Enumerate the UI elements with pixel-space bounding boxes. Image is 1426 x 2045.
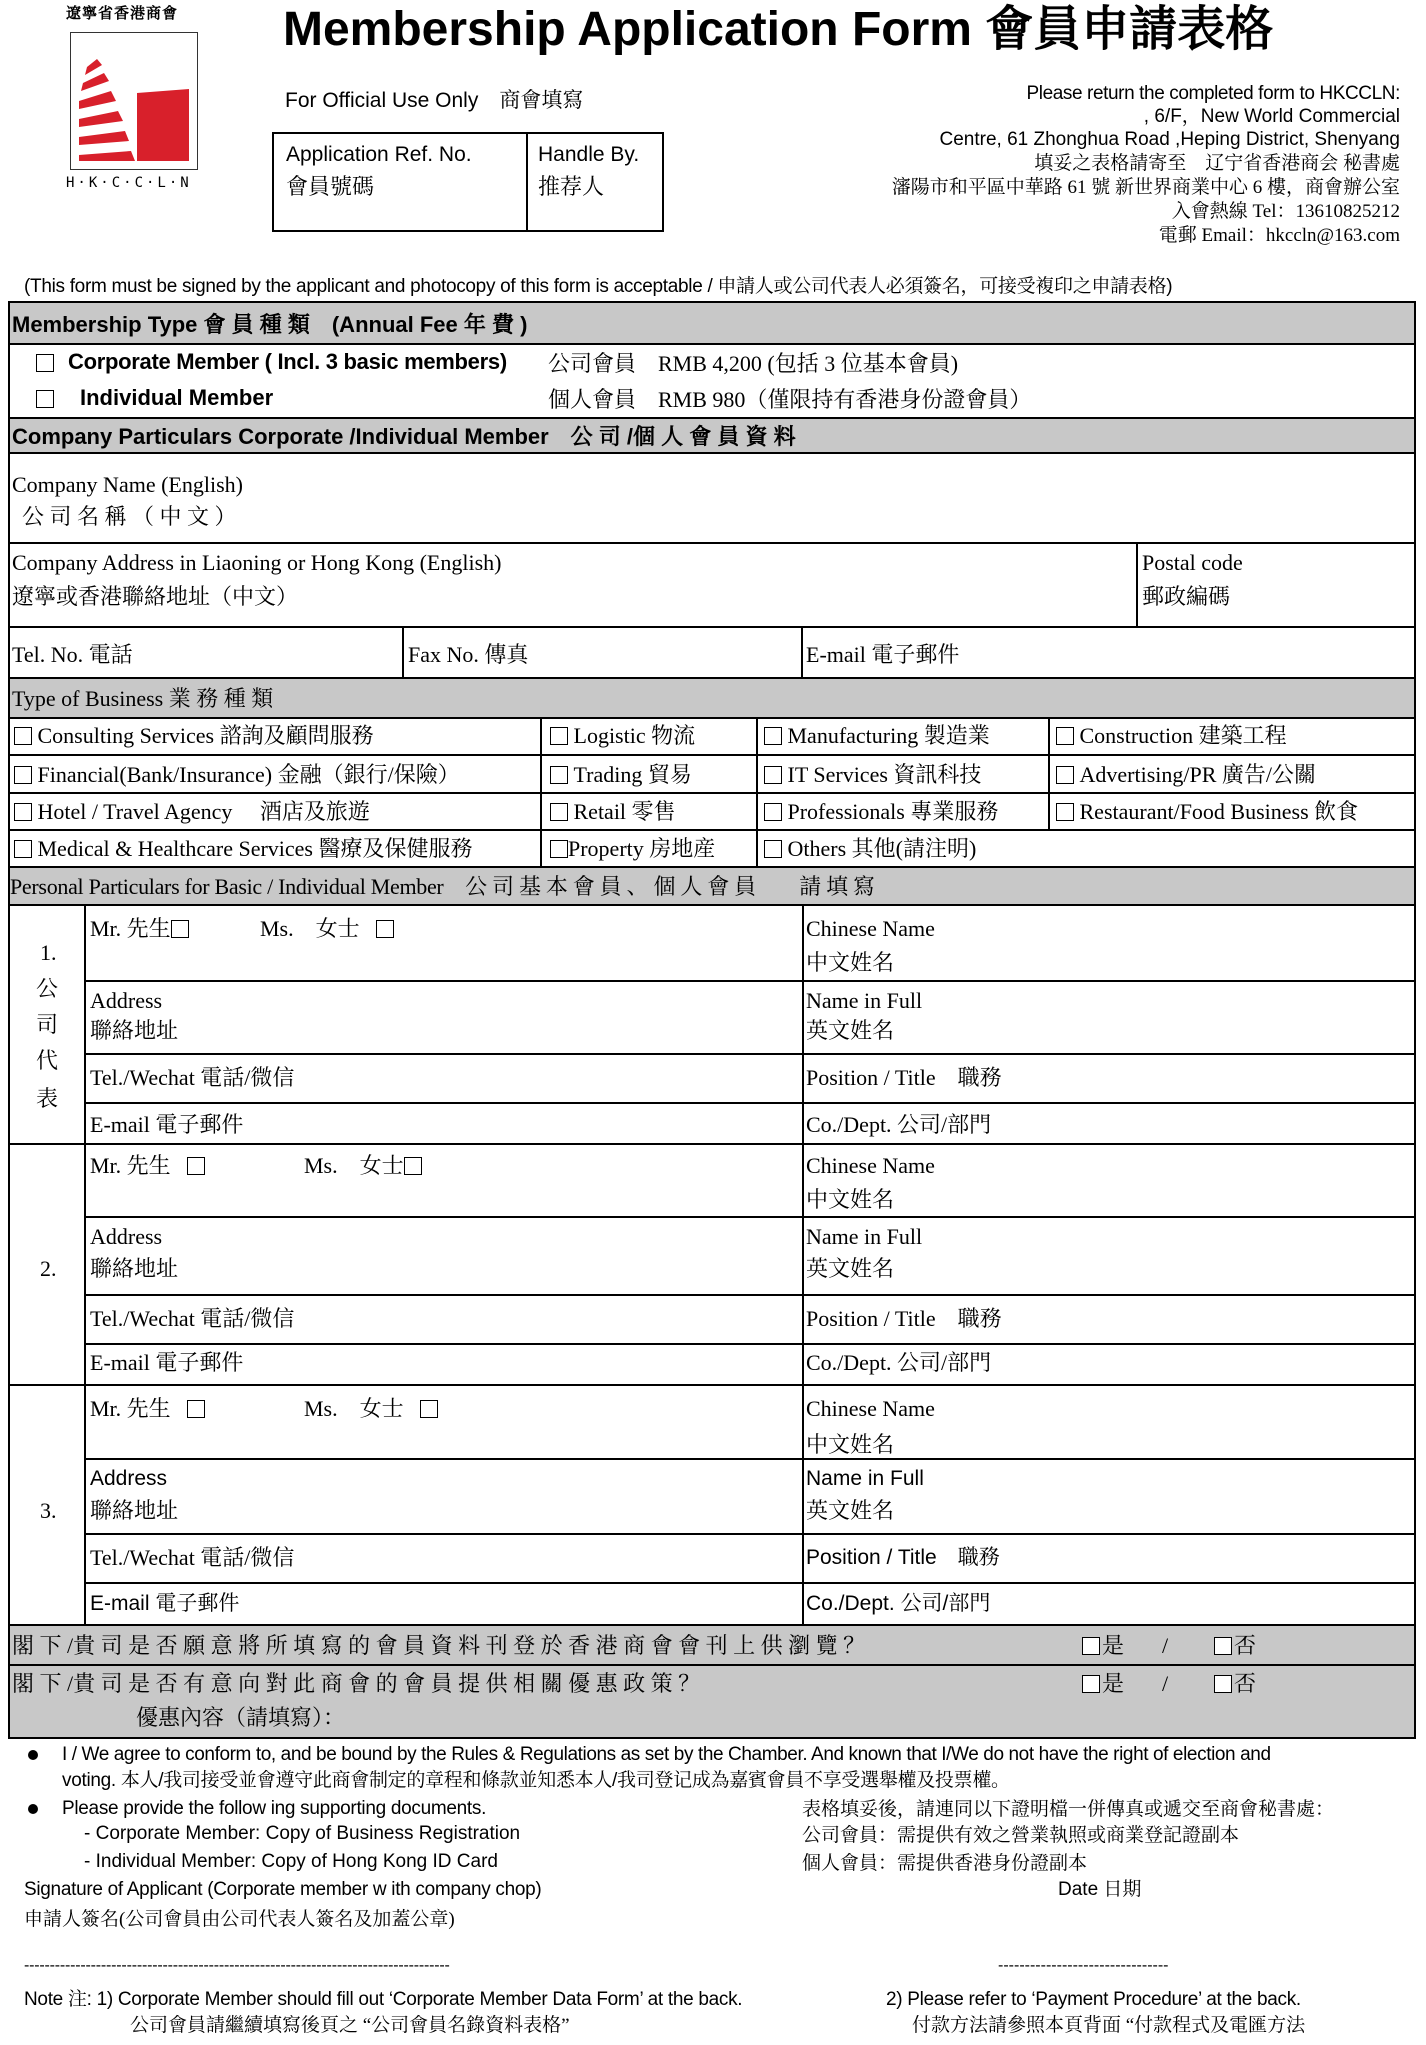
dept-label: Co./Dept. 公司/部門 [806, 1592, 991, 1615]
note-payment-zh: 付款方法請參照本頁背面 “付款程式及電匯方法 [912, 2015, 1306, 2036]
offer-slash: / [1162, 1671, 1169, 1696]
return-line: Centre, 61 Zhonghua Road ,Heping District, Shenyang [939, 129, 1400, 150]
checkbox[interactable] [550, 766, 568, 784]
signature-label-zh: 申請人簽名(公司會員由公司代表人簽名及加蓋公章) [24, 1909, 455, 1930]
business-option-consulting[interactable] [14, 725, 374, 747]
publish-no-label: 否 [1234, 1633, 1257, 1658]
note-corporate: Note 注: 1) Corporate Member should fill out ‘Corporate Member Data Form’ at the back. [24, 1989, 743, 2010]
position-label: Position / Title 職務 [806, 1306, 1002, 1331]
full-name-label-zh: 英文姓名 [806, 1018, 895, 1043]
corporate-member-label: Corporate Member ( Incl. 3 basic members) [68, 349, 507, 374]
email-label: E-mail 電子郵件 [806, 642, 960, 667]
note-payment: 2) Please refer to ‘Payment Procedure’ at the back. [886, 1989, 1301, 2010]
company-name-en-label: Company Name (English) [12, 472, 243, 497]
full-name-label-zh: 英文姓名 [806, 1256, 895, 1281]
ms-option[interactable] [260, 918, 394, 940]
checkbox[interactable] [14, 727, 32, 745]
offer-no-checkbox[interactable] [1214, 1675, 1232, 1693]
corporate-member-checkbox[interactable] [36, 354, 54, 372]
checkbox[interactable] [764, 727, 782, 745]
publish-yes-label: 是 [1102, 1633, 1125, 1658]
signature-requirement-note: (This form must be signed by the applicant and photocopy of this form is acceptable / 申請人或公司代表人必須簽名，可接受複印之申請表格) [24, 276, 1173, 297]
company-address-field[interactable] [500, 548, 1130, 622]
logo-bottom-text: H·K·C·C·L·N [66, 175, 192, 191]
business-type-heading: Type of Business 業 務 種 類 [12, 686, 274, 711]
ms-checkbox[interactable] [376, 920, 394, 938]
option-label: Hotel / Travel Agency 酒店及旅遊 [37, 799, 370, 824]
chinese-name-label-zh: 中文姓名 [806, 1432, 895, 1457]
bullet-dot [28, 1750, 38, 1760]
business-option-trading[interactable] [550, 764, 692, 786]
person-number: 2. [40, 1256, 57, 1281]
checkbox[interactable] [764, 840, 782, 858]
business-option-logistic[interactable] [550, 725, 695, 747]
handle-by-label: Handle By. [538, 143, 640, 166]
date-dashes: -------------------------------- [998, 1957, 1169, 1974]
question-publish: 閣 下 /貴 司 是 否 願 意 將 所 填 寫 的 會 員 資 料 刊 登 於 香 港 商 會 會 刊 上 供 瀏 覽 ？ [12, 1633, 866, 1658]
ms-option[interactable] [304, 1155, 422, 1177]
option-label: Others 其他(請注明) [787, 836, 977, 861]
business-option-manufacturing[interactable] [764, 725, 990, 747]
full-name-label: Name in Full [806, 1467, 924, 1490]
person-number: 3. [40, 1498, 57, 1523]
ms-label: Ms. 女士 [304, 1396, 404, 1421]
company-name-zh-label: 公 司 名 稱 （ 中 文 ） [22, 504, 237, 529]
business-option-construction[interactable] [1056, 725, 1287, 747]
mr-option[interactable] [90, 1398, 205, 1420]
dept-label: Co./Dept. 公司/部門 [806, 1350, 992, 1375]
company-name-field[interactable] [330, 470, 1400, 540]
business-option-hotel[interactable] [14, 801, 370, 823]
postal-code-label-zh: 郵政編碼 [1142, 584, 1231, 609]
signature-label: Signature of Applicant (Corporate member w ith company chop) [24, 1879, 542, 1900]
option-label: Retail 零售 [573, 799, 676, 824]
mr-label: Mr. 先生 [90, 916, 171, 941]
person-1-vertical-label: 司 [36, 1012, 59, 1037]
address-label: Address [90, 1224, 163, 1249]
dept-label: Co./Dept. 公司/部門 [806, 1112, 992, 1137]
option-label: Consulting Services 諮詢及顧問服務 [37, 723, 374, 748]
checkbox[interactable] [14, 840, 32, 858]
address-label: Address [90, 1467, 168, 1490]
return-line: 入會熱線 Tel：13610825212 [1171, 201, 1400, 222]
business-option-advertising[interactable] [1056, 764, 1316, 786]
address-label: Address [90, 988, 163, 1013]
person-1-vertical-label: 代 [36, 1048, 59, 1073]
individual-member-fee: 個人會員 RMB 980（僅限持有香港身份證會員） [548, 387, 1032, 412]
option-label: Advertising/PR 廣告/公關 [1079, 762, 1317, 787]
official-use-label: For Official Use Only 商會填寫 [285, 89, 584, 112]
agreement-text-line2: voting. 本人/我司接受並會遵守此商會制定的章程和條款並知悉本人/我司登记成為嘉賓會員不享受選舉權及投票權。 [62, 1770, 1010, 1791]
supporting-docs-text-zh: 表格填妥後，請連同以下證明檔一併傳真或遞交至商會秘書處： [802, 1799, 1335, 1820]
corporate-member-fee: 公司會員 RMB 4,200 (包括 3 位基本會員) [548, 351, 959, 376]
doc-corporate-zh: 公司會員：需提供有效之營業執照或商業登記證副本 [802, 1825, 1240, 1846]
business-option-medical[interactable] [14, 838, 472, 860]
personal-particulars-heading: Personal Particulars for Basic / Individual Member 公 司 基 本 會 員 、 個 人 會 員 請 填 寫 [10, 874, 875, 899]
ms-option[interactable] [304, 1398, 438, 1420]
page-title: Membership Application Form 會員申請表格 [283, 3, 1274, 56]
return-line: 瀋陽市和平區中華路 61 號 新世界商業中心 6 樓，商會辦公室 [891, 177, 1400, 198]
company-particulars-heading: Company Particulars Corporate /Individual Member 公 司 /個 人 會 員 資 料 [12, 424, 796, 449]
email-label: E-mail 電子郵件 [90, 1350, 244, 1375]
address-label-zh: 聯絡地址 [90, 1256, 179, 1281]
offer-yes-checkbox[interactable] [1082, 1675, 1100, 1693]
chinese-name-label: Chinese Name [806, 1153, 935, 1178]
return-line: , 6/F，New World Commercial [1143, 106, 1400, 127]
person-1-vertical-label: 公 [36, 976, 59, 1001]
ms-checkbox[interactable] [420, 1400, 438, 1418]
checkbox[interactable] [1056, 766, 1074, 784]
ms-label: Ms. 女士 [304, 1153, 404, 1178]
business-option-restaurant[interactable] [1056, 801, 1358, 823]
position-label: Position / Title 職務 [806, 1065, 1002, 1090]
checkbox[interactable] [1056, 803, 1074, 821]
return-line: 電郵 Email：hkccln@163.com [1158, 225, 1400, 246]
chinese-name-label: Chinese Name [806, 916, 935, 941]
logo-emblem [70, 32, 198, 170]
doc-individual: - Individual Member: Copy of Hong Kong ID Card [84, 1851, 498, 1872]
option-label: Medical & Healthcare Services 醫療及保健服務 [37, 836, 473, 861]
business-option-retail[interactable] [550, 801, 676, 823]
signature-dashes: ----------------------------------------------------------------------------------- [24, 1957, 450, 1974]
checkbox[interactable] [550, 840, 568, 858]
ref-no-label: Application Ref. No. [286, 143, 472, 166]
mr-checkbox[interactable] [171, 920, 189, 938]
checkbox[interactable] [764, 803, 782, 821]
business-option-it[interactable] [764, 764, 981, 786]
email-label: E-mail 電子郵件 [90, 1592, 240, 1615]
fax-label: Fax No. 傳真 [408, 642, 529, 667]
checkbox[interactable] [14, 803, 32, 821]
official-use-box [272, 132, 664, 232]
membership-type-heading: Membership Type 會 員 種 類 (Annual Fee 年 費 ) [12, 312, 528, 337]
doc-individual-zh: 個人會員：需提供香港身份證副本 [802, 1853, 1088, 1874]
postal-code-label: Postal code [1142, 550, 1243, 575]
checkbox[interactable] [764, 766, 782, 784]
note-corporate-zh: 公司會員請繼續填寫後頁之 “公司會員名錄資料表格” [130, 2015, 570, 2036]
full-name-label: Name in Full [806, 988, 923, 1013]
checkbox[interactable] [550, 727, 568, 745]
business-option-others[interactable] [764, 838, 976, 860]
logo-top-text: 遼寧省香港商會 [66, 5, 179, 22]
option-label: Construction 建築工程 [1079, 723, 1287, 748]
tel-wechat-label: Tel./Wechat 電話/微信 [90, 1065, 295, 1090]
email-label: E-mail 電子郵件 [90, 1112, 244, 1137]
publish-slash: / [1162, 1633, 1169, 1658]
option-label: Professionals 專業服務 [787, 799, 999, 824]
return-line: 填妥之表格請寄至 辽宁省香港商会 秘書處 [1034, 153, 1400, 174]
checkbox[interactable] [550, 803, 568, 821]
option-label: Trading 貿易 [573, 762, 692, 787]
doc-corporate: - Corporate Member: Copy of Business Registration [84, 1823, 521, 1844]
offer-no-label: 否 [1234, 1671, 1257, 1696]
address-label-zh: 聯絡地址 [90, 1018, 179, 1043]
business-option-professionals[interactable] [764, 801, 998, 823]
tel-wechat-label: Tel./Wechat 電話/微信 [90, 1545, 295, 1570]
question-offer: 閣 下 /貴 司 是 否 有 意 向 對 此 商 會 的 會 員 提 供 相 關 優 惠 政 策 ？ [12, 1671, 701, 1696]
supporting-docs-text: Please provide the follow ing supporting documents. [62, 1798, 487, 1819]
chinese-name-label-zh: 中文姓名 [806, 1187, 895, 1212]
option-label: Logistic 物流 [573, 723, 696, 748]
address-label-zh: 聯絡地址 [90, 1498, 179, 1523]
position-label: Position / Title 職務 [806, 1546, 1000, 1569]
checkbox[interactable] [1056, 727, 1074, 745]
business-option-property[interactable] [550, 838, 715, 860]
ref-no-label-zh: 會員號碼 [286, 174, 375, 199]
tel-label: Tel. No. 電話 [12, 642, 133, 667]
return-address [760, 84, 1400, 250]
individual-member-label: Individual Member [80, 385, 274, 410]
publish-no-checkbox[interactable] [1214, 1637, 1232, 1655]
agreement-text: I / We agree to conform to, and be bound by the Rules & Regulations as set by the Chamber. And known that I/We do not have the right of election and [62, 1744, 1271, 1765]
mr-checkbox[interactable] [187, 1400, 205, 1418]
bullet-dot [28, 1804, 38, 1814]
option-label: Financial(Bank/Insurance) 金融（銀行/保險） [37, 762, 460, 787]
company-address-en-label: Company Address in Liaoning or Hong Kong (English) [12, 550, 502, 575]
full-name-label: Name in Full [806, 1224, 923, 1249]
mr-label: Mr. 先生 [90, 1396, 171, 1421]
ms-label: Ms. 女士 [260, 916, 360, 941]
individual-member-checkbox[interactable] [36, 390, 54, 408]
person-number: 1. [40, 940, 57, 965]
full-name-label-zh: 英文姓名 [806, 1498, 895, 1523]
checkbox[interactable] [14, 766, 32, 784]
company-address-zh-label: 遼寧或香港聯絡地址（中文） [12, 584, 299, 609]
chinese-name-label-zh: 中文姓名 [806, 950, 895, 975]
business-option-financial[interactable] [14, 764, 460, 786]
option-label: Property 房地産 [568, 836, 716, 861]
offer-yes-label: 是 [1102, 1671, 1125, 1696]
mr-checkbox[interactable] [187, 1157, 205, 1175]
publish-yes-checkbox[interactable] [1082, 1637, 1100, 1655]
mr-option[interactable] [90, 1155, 205, 1177]
handle-by-label-zh: 推荐人 [538, 174, 605, 199]
ms-checkbox[interactable] [404, 1157, 422, 1175]
return-line: Please return the completed form to HKCCLN: [1026, 83, 1400, 104]
option-label: Restaurant/Food Business 飲食 [1079, 799, 1359, 824]
person-1-vertical-label: 表 [36, 1086, 59, 1111]
offer-details-label: 優惠內容（請填寫）： [136, 1705, 346, 1730]
tel-wechat-label: Tel./Wechat 電話/微信 [90, 1306, 295, 1331]
option-label: Manufacturing 製造業 [787, 723, 990, 748]
logo [60, 0, 210, 205]
date-label: Date 日期 [1058, 1879, 1142, 1900]
mr-option[interactable] [90, 918, 189, 940]
option-label: IT Services 資訊科技 [787, 762, 982, 787]
mr-label: Mr. 先生 [90, 1153, 171, 1178]
chinese-name-label: Chinese Name [806, 1396, 935, 1421]
